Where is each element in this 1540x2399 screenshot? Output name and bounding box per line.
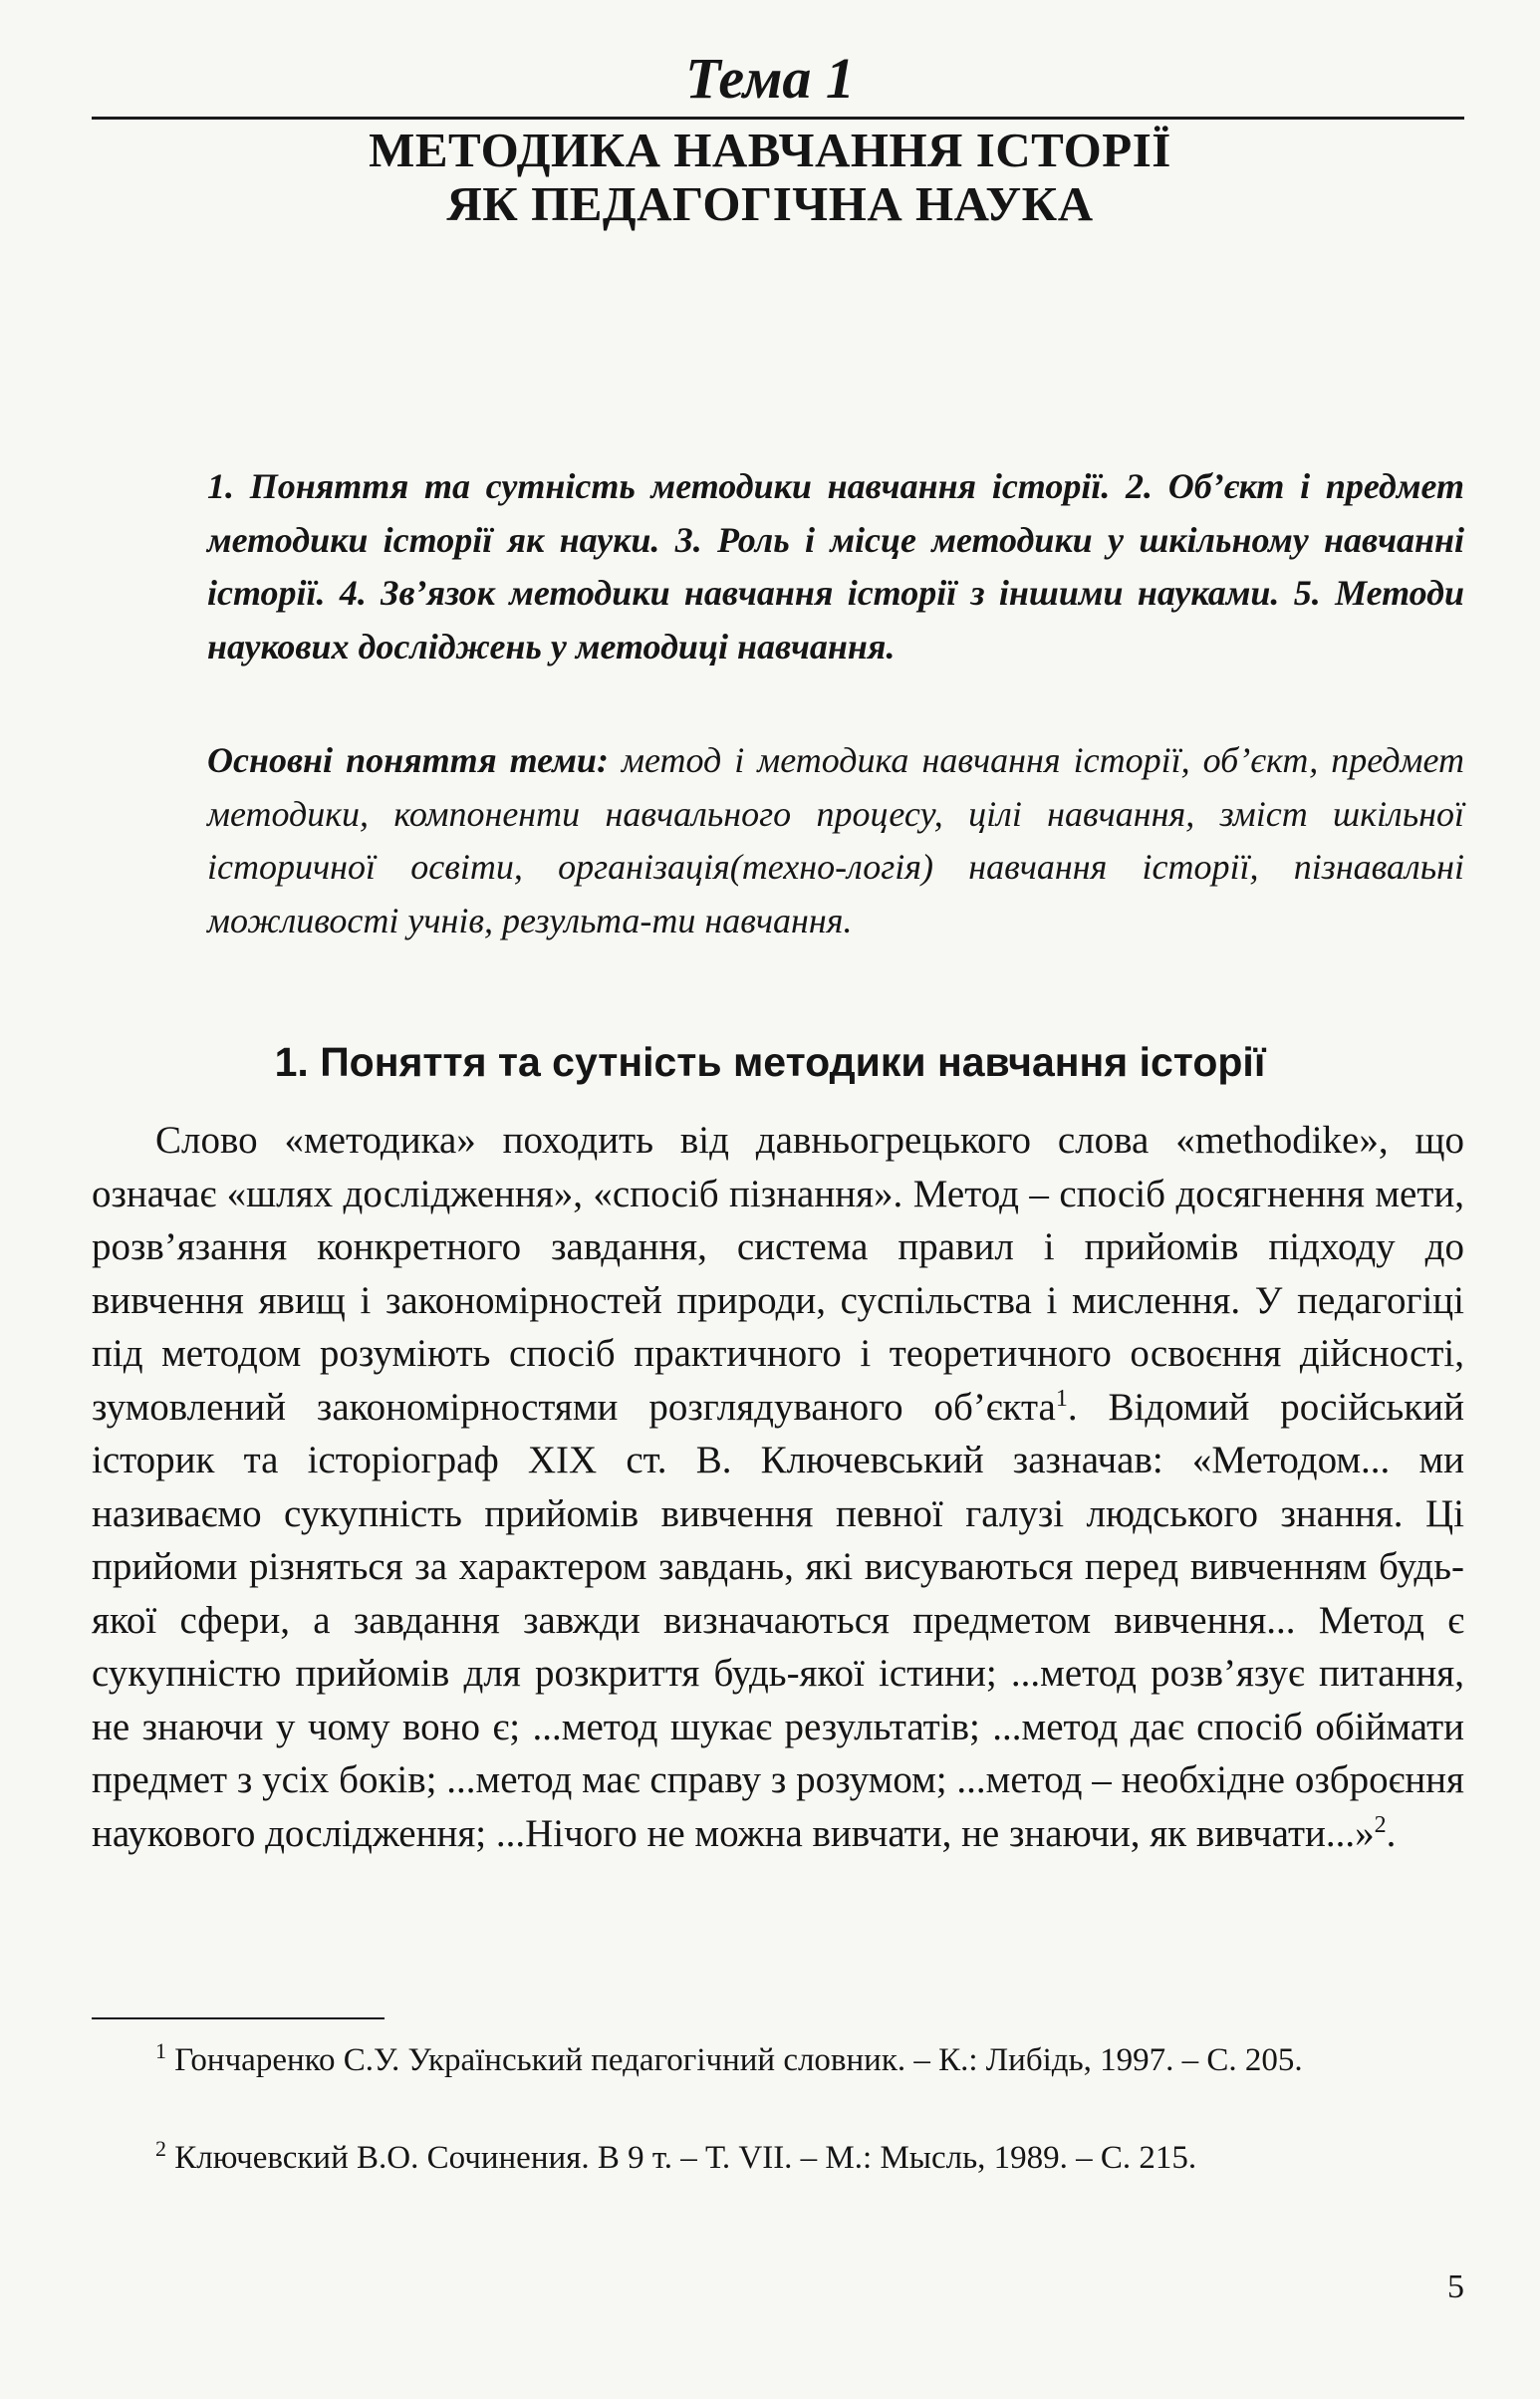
footnote-2 bbox=[92, 2134, 1464, 2182]
footnote-1 bbox=[92, 2036, 1464, 2084]
key-concepts-text: метод і методика навчання історії, об’єкт, предмет методики, компоненти навчального процесу, цілі навчання, зміст шкільної історичної освіти, організація(техно-логія) навчання історії, пізнавальні можливості учнів, результа-ти навчання. bbox=[207, 740, 1465, 940]
paragraph-part-2: . Відомий російський історик та історіограф XIX ст. В. Ключевський зазначав: «Методом... ми називаємо сукупність прийомів вивчення певної галузі людського знання. Ці прийоми різняться за характером завдань, які висуваються перед вивченням будь-якої сфери, а завдання завжди визначаються предметом вивчення... Метод є сукупністю прийомів для розкриття будь-якої істини; ...метод розв’язує питання, не знаючи у чому воно є; ...метод шукає результатів; ...метод дає спосіб обіймати предмет з усіх боків; ...метод має справу з розумом; ...метод – необхідне озброєння наукового дослідження; ...Нічого не можна вивчати, не знаючи, як вивчати...» bbox=[92, 1385, 1464, 1855]
paragraph-end: . bbox=[1386, 1811, 1397, 1855]
chapter-title bbox=[0, 124, 1540, 231]
section-heading: 1. Поняття та сутність методики навчання історії bbox=[274, 1039, 1266, 1085]
header-rule bbox=[92, 117, 1464, 120]
key-concepts-label: Основні поняття теми: bbox=[207, 740, 609, 780]
footnote-2-mark: 2 bbox=[155, 2136, 166, 2161]
theme-label: Тема 1 bbox=[685, 46, 855, 111]
page-number: 5 bbox=[1447, 2268, 1464, 2305]
footnote-1-text: Гончаренко С.У. Український педагогічний словник. – К.: Либідь, 1997. – С. 205. bbox=[174, 2042, 1303, 2078]
footnote-ref-2: 2 bbox=[1374, 1811, 1387, 1838]
body-paragraph bbox=[92, 1114, 1464, 1860]
paragraph-part-1: Слово «методика» походить від давньогрецького слова «methodike», що означає «шлях дослідження», «спосіб пізнання». Метод – спосіб досягнення мети, розв’язання конкретного завдання, система правил і прийомів підходу до вивчення явищ і закономірностей природи, суспільства і мислення. У педагогіці під методом розуміють спосіб практичного і теоретичного освоєння дійсності, зумовлений закономірностями розглядуваного об’єкта bbox=[92, 1119, 1464, 1429]
chapter-title-line-1: МЕТОДИКА НАВЧАННЯ ІСТОРІЇ bbox=[369, 123, 1171, 177]
footnote-2-text: Ключевский В.О. Сочинения. В 9 т. – Т. VII. – М.: Мысль, 1989. – С. 215. bbox=[174, 2140, 1197, 2176]
footnote-rule bbox=[92, 2017, 385, 2019]
topic-questions: 1. Поняття та сутність методики навчання історії. 2. Об’єкт і предмет методики історії як науки. 3. Роль і місце методики у шкільному навчанні історії. 4. Зв’язок методики навчання історії з іншими науками. 5. Методи наукових досліджень у методиці навчання. bbox=[207, 466, 1464, 666]
footnote-ref-1: 1 bbox=[1055, 1385, 1068, 1412]
key-concepts bbox=[207, 734, 1464, 947]
chapter-title-line-2: ЯК ПЕДАГОГІЧНА НАУКА bbox=[446, 176, 1094, 231]
footnote-1-mark: 1 bbox=[155, 2038, 166, 2063]
